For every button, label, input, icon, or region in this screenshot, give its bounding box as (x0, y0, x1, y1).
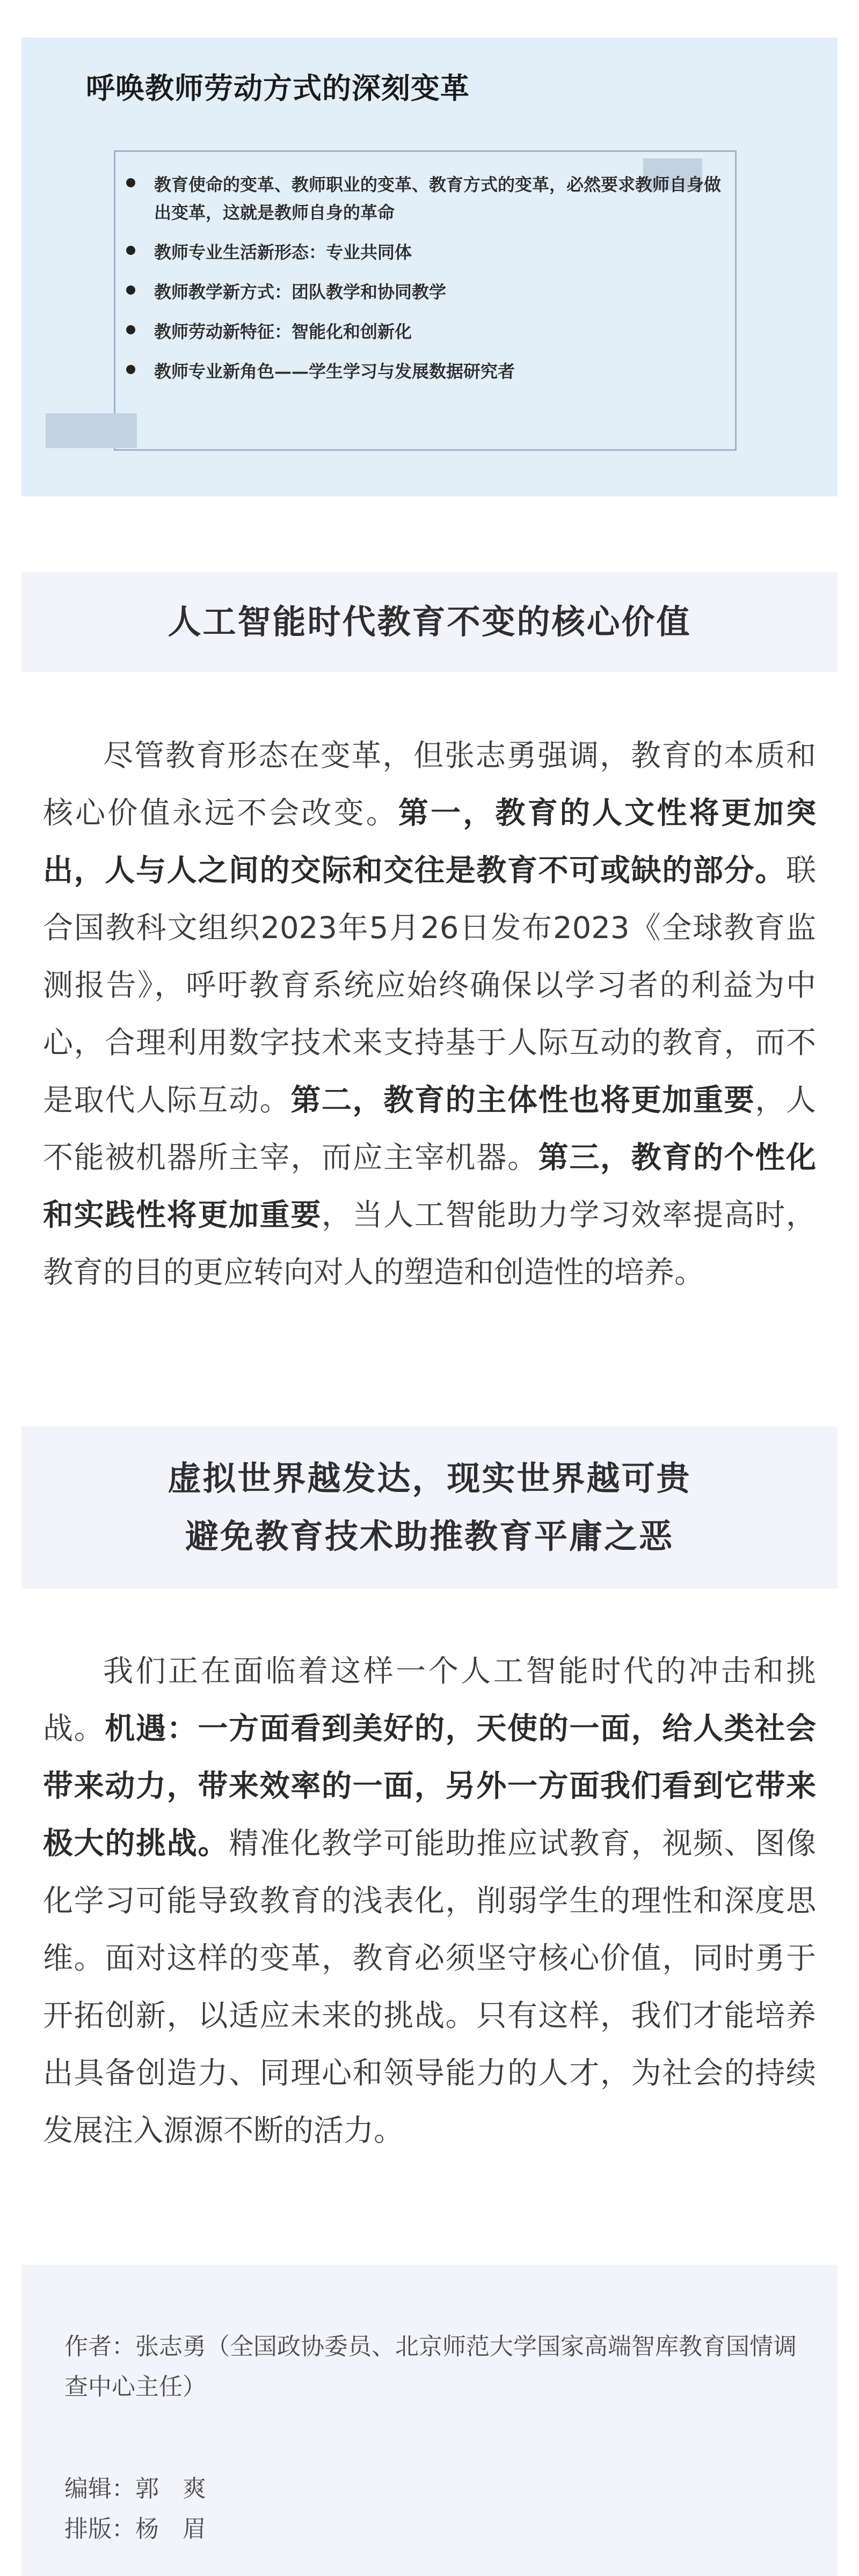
slide-bullet-item (126, 278, 722, 306)
paragraph-text: 尽管教育形态在变革，但张志勇强调，教育的本质和核心价值永远不会改变。 (43, 738, 816, 831)
slide-title: 呼唤教师劳动方式的深刻变革 (86, 71, 470, 105)
emphasis-text: 第二，教育的主体性也将更加重要 (290, 1083, 755, 1118)
credits-box (21, 2265, 838, 2576)
slide-bullet-list (126, 171, 722, 397)
slide-bullet-text: 教育使命的变革、教师职业的变革、教育方式的变革，必然要求教师自身做出变革，这就是教师自身的革命 (154, 174, 722, 223)
bullet-dot-icon (126, 325, 135, 334)
layout-credit: 排版：杨 眉 (64, 2515, 206, 2543)
paragraph-text: 联合国教科文组织2023年5月26日发布2023《全球教育监测报告》，呼吁教育系统应始终确保以学习者的利益为中心，合理利用数字技术来支持基于人际互动的教育，而不是取代人际互动。 (43, 853, 816, 1118)
emphasis-text: 机遇：一方面看到美好的，天使的一面，给人类社会带来动力，带来效率的一面，另外一方面我们看到它带来极大的挑战。 (43, 1711, 817, 1861)
slide-image (21, 38, 838, 496)
section-header-virtual-world (21, 1426, 838, 1589)
slide-bullet-item (126, 357, 722, 385)
section-title-line-2: 避免教育技术助推教育平庸之恶 (185, 1517, 674, 1556)
slide-bullet-text: 教师专业新角色——学生学习与发展数据研究者 (154, 361, 515, 382)
bullet-dot-icon (126, 178, 135, 187)
bullet-dot-icon (126, 365, 135, 374)
slide-bullet-text: 教师教学新方式：团队教学和协同教学 (154, 282, 447, 302)
author-credit: 作者：张志勇（全国政协委员、北京师范大学国家高端智库教育国情调查中心主任） (64, 2333, 797, 2401)
paragraph-text: ，当人工智能助力学习效率提高时，教育的目的更应转向对人的塑造和创造性的培养。 (43, 1198, 817, 1290)
emphasis-text: 第三，教育的个性化和实践性将更加重要 (43, 1140, 817, 1233)
section-title: 人工智能时代教育不变的核心价值 (168, 602, 691, 641)
editor-credit: 编辑：郭 爽 (64, 2475, 206, 2502)
section-header-core-values (21, 572, 838, 672)
emphasis-text: 第一，教育的人文性将更加突出，人与人之间的交际和交往是教育不可或缺的部分。 (43, 796, 817, 888)
slide-bullet-text: 教师劳动新特征：智能化和创新化 (154, 321, 412, 342)
section-title-line-1: 虚拟世界越发达，现实世界越可贵 (168, 1459, 691, 1498)
bullet-dot-icon (126, 286, 135, 295)
paragraph-text: ，人不能被机器所主宰，而应主宰机器。 (43, 1083, 817, 1175)
slide-decoration-block (46, 413, 137, 448)
paragraph-text: 我们正在面临着这样一个人工智能时代的冲击和挑战。 (43, 1654, 816, 1746)
article-paragraph (43, 1643, 816, 2160)
slide-bullet-item (126, 318, 722, 346)
slide-bullet-text: 教师专业生活新形态：专业共同体 (154, 242, 412, 262)
slide-bullet-item (126, 171, 722, 226)
article-paragraph (43, 727, 816, 1301)
slide-bullet-item (126, 238, 722, 266)
paragraph-text: 精准化教学可能助推应试教育，视频、图像化学习可能导致教育的浅表化，削弱学生的理性和深度思维。面对这样的变革，教育必须坚守核心价值，同时勇于开拓创新，以适应未来的挑战。只有这样，我们才能培养出具备创造力、同理心和领导能力的人才，为社会的持续发展注入源源不断的活力。 (43, 1826, 816, 2148)
bullet-dot-icon (126, 246, 135, 255)
